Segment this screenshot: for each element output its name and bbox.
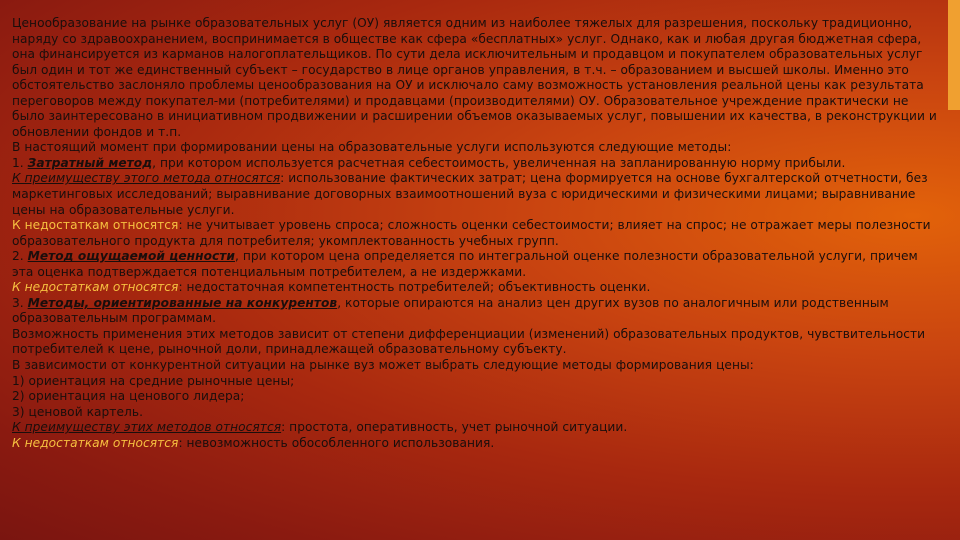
method-3-adv-text: : простота, оперативность, учет рыночной ситуации. bbox=[281, 420, 628, 435]
method-3-title: Методы, ориентированные на конкурентов bbox=[27, 295, 338, 310]
method-2-dis-label: К недостаткам относятся bbox=[12, 280, 179, 295]
method-3-option-2: 2) ориентация на ценового лидера; bbox=[12, 389, 245, 404]
method-2-disadvantages bbox=[12, 280, 942, 296]
method-3 bbox=[12, 296, 942, 327]
method-3-dis-label: К недостаткам относятся bbox=[12, 435, 179, 450]
method-2-dis-text: : недостаточная компетентность потребителей; объективность оценки. bbox=[178, 280, 651, 295]
method-1-num: 1. bbox=[12, 155, 28, 170]
method-2 bbox=[12, 249, 942, 280]
method-1-dis-text: : не учитывает уровень спроса; сложность оценки себестоимости; влияет на спрос; не отражает меры полезности образовательного продукта для потребителя; укомплектованность учебных групп. bbox=[12, 218, 931, 248]
method-1-adv-text: : использование фактических затрат; цена формируется на основе бухгалтерской отчетности, без маркетинговых исследований; выравнивание договорных взаимоотношений вуза с юридическими и физическими лицами; выравнивание цены на образовательные услуги. bbox=[12, 171, 928, 217]
method-3-advantages bbox=[12, 420, 942, 436]
method-1-title: Затратный метод bbox=[27, 155, 153, 170]
method-3-option-3: 3) ценовой картель. bbox=[12, 404, 143, 419]
intro-paragraph: Ценообразование на рынке образовательных услуг (ОУ) является одним из наиболее тяжелых для разрешения, поскольку традиционно, наряду со здравоохранением, воспринимается в обществе как сфера «бесплатных» услуг. Однако, как и любая другая бюджетная сфера, она финансируется из карманов налогоплательщиков. По сути дела исключительным и продавцом и покупателем образовательных услуг был один и тот же единственный субъект – государство в лице органов управления, в т.ч. – образованием и высшей школы. Именно это обстоятельство заслоняло проблемы ценообразования на ОУ и исключало саму возможность установления реальной цены как результата переговоров между покупател-ми (потребителями) и продавцами (производителями) ОУ. Образовательное учреждение практически не было заинтересовано в инициативном продвижении и расширении объемов оказываемых услуг, повышении их качества, в реконструкции и обновлении фондов и т.п. bbox=[12, 16, 937, 139]
method-3-dis-text: : невозможность обособленного использования. bbox=[178, 435, 495, 450]
method-3-num: 3. bbox=[12, 295, 28, 310]
method-3-disadvantages bbox=[12, 436, 942, 452]
methods-intro: В настоящий момент при формировании цены на образовательные услуги используются следующие методы: bbox=[12, 140, 732, 155]
method-2-title: Метод ощущаемой ценности bbox=[27, 249, 235, 264]
method-1-dis-label: К недостаткам относятся bbox=[12, 218, 179, 233]
slide-text bbox=[12, 16, 942, 451]
method-1-adv-label: К преимуществу этого метода относятся bbox=[12, 171, 281, 186]
method-3-paragraph-1: Возможность применения этих методов зависит от степени дифференциации (изменений) образовательных продуктов, чувствительности потребителей к цене, рыночной доли, принадлежащей образовательному субъекту. bbox=[12, 326, 926, 357]
method-3-paragraph-2: В зависимости от конкурентной ситуации на рынке вуз может выбрать следующие методы формирования цены: bbox=[12, 358, 754, 373]
method-1-disadvantages bbox=[12, 218, 942, 249]
method-1-desc: , при котором используется расчетная себестоимость, увеличенная на запланированную норму прибыли. bbox=[152, 155, 846, 170]
method-1 bbox=[12, 156, 942, 172]
method-3-desc: , которые опираются на анализ цен других вузов по аналогичным или родственным образовательным программам. bbox=[12, 295, 889, 326]
method-3-option-1: 1) ориентация на средние рыночные цены; bbox=[12, 373, 295, 388]
method-2-num: 2. bbox=[12, 249, 28, 264]
method-2-desc: , при котором цена определяется по интегральной оценке полезности образовательной услуги, причем эта оценка подтверждается потенциальным потребителем, а не издержками. bbox=[12, 249, 918, 279]
accent-bar bbox=[948, 0, 960, 110]
method-3-adv-label: К преимуществу этих методов относятся bbox=[12, 420, 282, 435]
method-1-advantages bbox=[12, 171, 942, 218]
